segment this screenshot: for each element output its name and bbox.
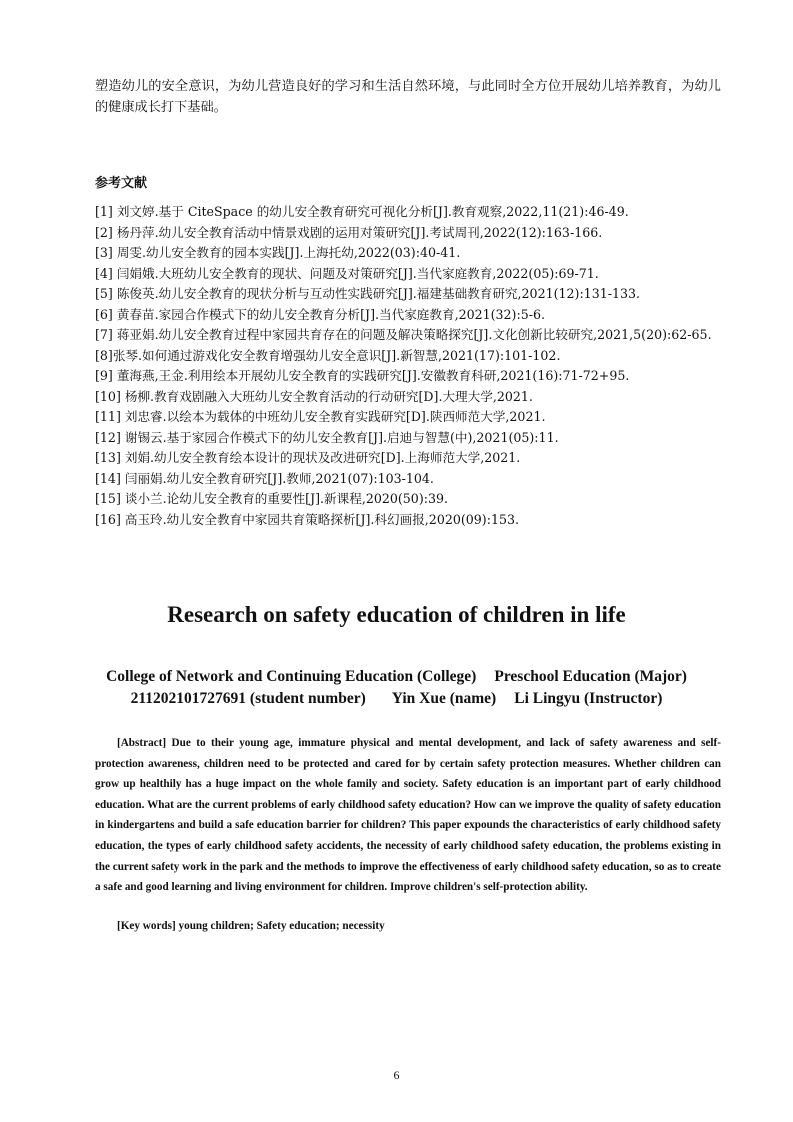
reference-item: [13] 刘娟.幼儿安全教育绘本设计的现状及改进研究[D].上海师范大学,2021.	[95, 450, 521, 465]
reference-item: [8]张琴.如何通过游戏化安全教育增强幼儿安全意识[J].新智慧,2021(17):101-102.	[95, 347, 561, 363]
reference-item: [1] 刘文婷.基于 CiteSpace 的幼儿安全教育研究可视化分析[J].教育观察,2022,11(21):46-49.	[95, 204, 629, 219]
major-text: Preschool Education (Major)	[494, 668, 687, 685]
reference-item: [10] 杨柳.教育戏剧融入大班幼儿安全教育活动的行动研究[D].大理大学,2021.	[95, 388, 533, 404]
author-line-1	[0, 668, 793, 686]
reference-item: [7] 蒋亚娟.幼儿安全教育过程中家园共育存在的问题及解决策略探究[J].文化创新比较研究,2021,5(20):62-65.	[95, 327, 712, 342]
author-line-2	[0, 690, 793, 708]
keywords-line: [Key words] young children; Safety education; necessity	[117, 920, 385, 932]
reference-item: [11] 刘忠睿.以绘本为载体的中班幼儿安全教育实践研究[D].陕西师范大学,2021.	[95, 409, 546, 424]
student-number-text: 211202101727691 (student number)	[130, 690, 366, 707]
reference-item: [9] 董海燕,王金.利用绘本开展幼儿安全教育的实践研究[J].安徽教育科研,2021(16):71-72+95.	[95, 368, 630, 383]
reference-item: [6] 黄春苗.家园合作模式下的幼儿安全教育分析[J].当代家庭教育,2021(32):5-6.	[95, 306, 545, 322]
reference-item: [15] 谈小兰.论幼儿安全教育的重要性[J].新课程,2020(50):39.	[95, 491, 449, 506]
abstract-paragraph: [Abstract] Due to their young age, immature physical and mental development, and lack of safety awareness and self-protection awareness, children need to be protected and cared for by certain safety protection measures. Whether children can grow up healthily has a huge impact on the whole family and society. Safety education is an important part of early childhood education. What are the current problems of early childhood safety education? How can we improve the quality of safety education in kindergartens and build a safe education barrier for children? This paper expounds the characteristics of early childhood safety education, the types of early childhood safety accidents, the necessity of early childhood safety education, the problems existing in the current safety work in the park and the methods to improve the effectiveness of early childhood safety education, so as to create a safe and good learning and living environment for children. Improve children's self-protection ability.	[95, 737, 721, 894]
reference-item: [16] 高玉玲.幼儿安全教育中家园共育策略探析[J].科幻画报,2020(09):153.	[95, 511, 519, 527]
reference-item: [4] 闫娟娥.大班幼儿安全教育的现状、问题及对策研究[J].当代家庭教育,2022(05):69-71.	[95, 265, 599, 281]
reference-item: [3] 周雯.幼儿安全教育的园本实践[J].上海托幼,2022(03):40-41.	[95, 245, 461, 260]
references-heading: 参考文献	[95, 176, 148, 191]
intro-paragraph: 塑造幼儿的安全意识，为幼儿营造良好的学习和生活自然环境，与此同时全方位开展幼儿培养教育，为幼儿的健康成长打下基础。	[95, 79, 721, 115]
reference-item: [5] 陈俊英.幼儿安全教育的现状分析与互动性实践研究[J].福建基础教育研究,2021(12):131-133.	[95, 286, 641, 301]
instructor-text: Li Lingyu (Instructor)	[514, 690, 663, 707]
student-name-text: Yin Xue (name)	[391, 690, 497, 707]
reference-item: [2] 杨丹萍.幼儿安全教育活动中情景戏剧的运用对策研究[J].考试周刊,2022(12):163-166.	[95, 224, 603, 240]
page-number: 6	[393, 1068, 400, 1082]
college-text: College of Network and Continuing Education (College)	[106, 668, 477, 685]
reference-item: [12] 谢锡云.基于家园合作模式下的幼儿安全教育[J].启迪与智慧(中),2021(05):11.	[95, 429, 559, 445]
english-title: Research on safety education of children in life	[167, 602, 626, 627]
reference-item: [14] 闫丽娟.幼儿安全教育研究[J].教师,2021(07):103-104.	[95, 470, 434, 486]
references-list	[95, 202, 721, 530]
